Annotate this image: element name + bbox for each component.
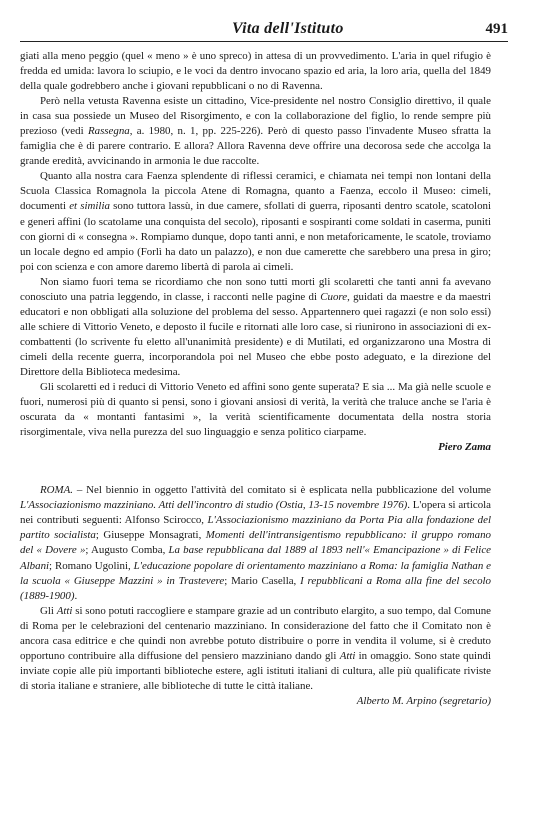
paragraph-text: ; Romano Ugolini, bbox=[49, 559, 134, 572]
paragraph bbox=[20, 49, 491, 94]
paragraph-text: sono tuttora lassù, in due camere, sfollati di guerra, riposanti dentro scatole, scatoloni e generi affini (lo scatolame una conquista del secolo), riposanti e sospiranti come soldati in caserma, puniti con giorni di « consegna ». Rompiamo dunque, dopo tanti anni, e non metaforicamente, le scatole, troviamo un locale degno ed ampio (Forlì ha dato un palazzo), e non due camerette che sarebbero una presa in giro; poi con scienza e con amore daremo libertà di parola ai cimeli. bbox=[20, 200, 492, 273]
running-header bbox=[20, 18, 508, 40]
paragraph-text: , a. 1980, n. 1, pp. 225-226). Però di questo passo l'invadente Museo sfratta la famiglia che è di parere contrario. E allora? Allora Ravenna deve offrire una decorosa sede che accolga la grande eredità, avvicinando in armonia le due raccolte. bbox=[20, 125, 492, 168]
italic-text: L'Associazionismo mazziniano. Atti dell'incontro di studio (Ostia, 13-15 novembre 1976) bbox=[20, 499, 408, 512]
italic-text: Cuore bbox=[320, 290, 348, 303]
paragraph-text: Gli bbox=[40, 604, 57, 617]
paragraph bbox=[20, 483, 491, 603]
paragraph bbox=[20, 94, 491, 169]
paragraph-text: . L'opera si articola nei contributi seguenti: Alfonso Scirocco, bbox=[20, 499, 491, 527]
paragraph-text: ; Giuseppe Monsagrati, bbox=[95, 529, 206, 542]
paragraph-text: ; Augusto Comba, bbox=[85, 544, 169, 557]
page-number: 491 bbox=[485, 21, 508, 37]
paragraph-text: in omaggio. Sono state quindi inviate copie alle più importanti biblioteche estere, agli istituti italiani di cultura, alle più qualificate riviste di storia italiane e straniere, alle biblioteche di tutte le città italiane. bbox=[20, 649, 491, 692]
paragraph-text: Quanto alla nostra cara Faenza splendente di riflessi ceramici, e chiamata nei tempi non lontani della Scuola Classica Romagnola la piccola Atene di Romagna, quanto a Faenza, eccolo il Museo: cimeli, documenti bbox=[20, 170, 491, 213]
paragraph-text: – Nel biennio in oggetto l'attività del comitato si è esplicata nella pubblicazione del volume bbox=[72, 484, 491, 497]
paragraph-text: , guidati da maestre e da maestri educatori e non obbligati alla soluzione del problema del sesso. Appartennero quei ragazzi (e non solo essi) alle schiere di Vittorio Veneto, e deposto il fucile e ritornati alle loro case, si riunirono in associazioni di ex-combattenti (lo scrivente fu eletto all'unanimità presidente) e di Mutilati, ed organizzarono una Mostra di cimeli della recente guerra, incorporandola poi nel Museo che ebbe posto adeguato, e la direzione del Direttore della Biblioteca medesima. bbox=[20, 290, 491, 378]
section-gap bbox=[20, 455, 491, 483]
article-body bbox=[20, 49, 491, 709]
paragraph bbox=[20, 604, 491, 694]
place-heading: ROMA. bbox=[40, 484, 73, 497]
italic-text: I repubblicani a Roma alla fine del secolo (1889-1900) bbox=[20, 574, 491, 602]
italic-text: Rassegna bbox=[87, 125, 130, 138]
paragraph-text: Gli scolaretti ed i reduci di Vittorio Veneto ed affini sono gente superata? E sia ... Ma già nelle scuole e fuori, numerosi più di quanto si pensi, sono i giovani ansiosi di verità, la verità che traluce anche se l'aria è oscurata da « montanti fantasimi », la verità scientificamente documentata della nostra storia risorgimentale, viva nella purezza del suo linguaggio e senza politico ciarpame. bbox=[20, 381, 491, 439]
header-rule bbox=[20, 41, 508, 42]
paragraph-text: Però nella vetusta Ravenna esiste un cittadino, Vice-presidente nel nostro Consiglio direttivo, il quale in casa sua possiede un Museo del Risorgimento, e con la collaborazione del figlio, lo rende sempre più prezioso (vedi bbox=[20, 95, 491, 138]
paragraph bbox=[20, 380, 491, 440]
paragraph-text: si sono potuti raccogliere e stampare grazie ad un contributo elargito, a suo tempo, dal Comune di Roma per le celebrazioni del centenario mazziniano. In considerazione del fatto che il Comitato non è ancora casa editrice e che quindi non avrebbe potuto distribuire o porre in vendita il volume, si è creduto opportuno contribuire alla diffusione del pensiero mazziniano dando gli bbox=[20, 604, 492, 662]
paragraph-text: ; Mario Casella, bbox=[224, 574, 301, 587]
paragraph bbox=[20, 169, 491, 274]
paragraph-text: Non siamo fuori tema se ricordiamo che non sono tutti morti gli scolaretti che tanti anni fa avevano conosciuto una patria leggendo, in classe, i racconti nelle pagine di bbox=[20, 275, 491, 303]
running-title: Vita dell'Istituto bbox=[232, 20, 344, 37]
italic-text: Atti bbox=[56, 604, 73, 617]
italic-text: L'Associazionismo mazziniano da Porta Pia alla fondazione del partito socialista bbox=[20, 514, 491, 542]
italic-text: La base repubblicana dal 1889 al 1893 nell'« Emancipazione » di Felice Albani bbox=[20, 544, 491, 572]
italic-text: Atti bbox=[339, 649, 356, 662]
paragraph-text: . bbox=[74, 589, 78, 602]
italic-text: Momenti dell'intransigentismo repubblicano: il gruppo romano del « Dovere » bbox=[20, 529, 492, 557]
author-signature: Alberto M. Arpino (segretario) bbox=[356, 694, 491, 707]
italic-text: L'educazione popolare di orientamento mazziniano a Roma: la famiglia Nathan e la scuola « Giuseppe Mazzini » in Trastevere bbox=[20, 559, 491, 587]
italic-text: et similia bbox=[69, 200, 110, 213]
paragraph-text: giati alla meno peggio (quel « meno » è uno spreco) in attesa di un provvedimento. L'aria in quel rifugio è fredda ed umida: lavora lo sciupio, e le voci da dentro invocano spazio ed aria, la loro aria, quella del 1849 della quale godrebbero anche i giovani repubblicani o no di Ravenna. bbox=[20, 50, 491, 93]
author-signature: Piero Zama bbox=[438, 441, 491, 454]
paragraph bbox=[20, 275, 491, 380]
